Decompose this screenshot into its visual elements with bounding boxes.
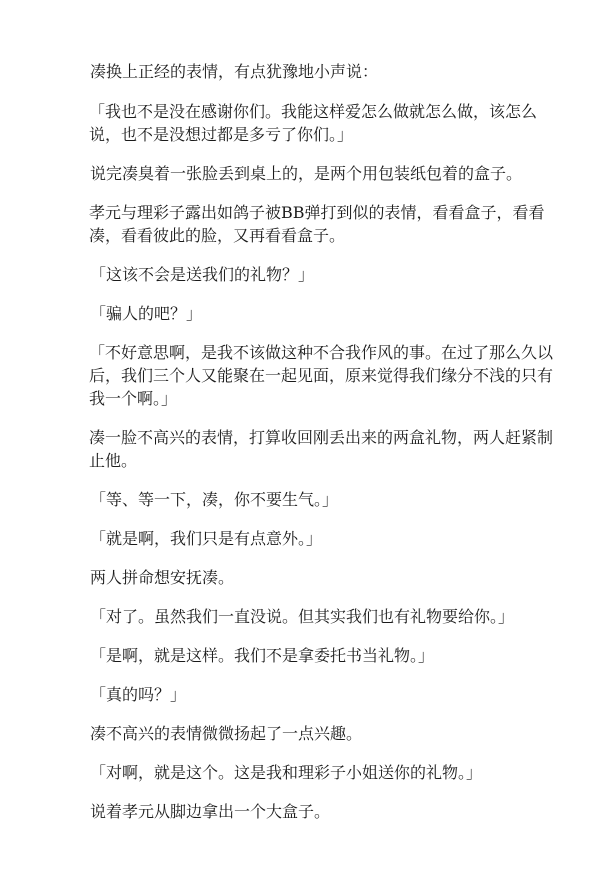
paragraph-5: 「这该不会是送我们的礼物？」 [90,265,315,284]
paragraph-13: 「是啊，就是这样。我们不是拿委托书当礼物。」 [90,646,435,665]
paragraph-4: 孝元与理彩子露出如鸽子被BB弹打到似的表情，看看盒子，看看凑，看看彼此的脸，又再看看盒子。 [89,203,545,245]
paragraph-17: 说着孝元从脚边拿出一个大盒子。 [90,802,331,821]
paragraph-9: 「等、等一下，凑，你不要生气。」 [90,490,339,509]
paragraph-8: 凑一脸不高兴的表情，打算收回刚丢出来的两盒礼物，两人赶紧制止他。 [89,428,554,470]
paragraph-12: 「对了。虽然我们一直没说。但其实我们也有礼物要给你。」 [90,607,515,626]
paragraph-14: 「真的吗？」 [90,685,187,704]
paragraph-11: 两人拼命想安抚凑。 [90,568,235,587]
paragraph-16: 「对啊，就是这个。这是我和理彩子小姐送你的礼物。」 [90,763,483,782]
paragraph-6: 「骗人的吧？」 [90,304,203,323]
paragraph-10: 「就是啊，我们只是有点意外。」 [90,529,323,548]
paragraph-7: 「不好意思啊，是我不该做这种不合我作风的事。在过了那么久以后，我们三个人又能聚在一起见面，原来觉得我们缘分不浅的只有我一个啊。」 [89,343,554,408]
paragraph-2: 「我也不是没在感谢你们。我能这样爱怎么做就怎么做，该怎么说，也不是没想过都是多亏了你们。」 [89,102,538,144]
paragraph-15: 凑不高兴的表情微微扬起了一点兴趣。 [90,724,363,743]
paragraph-1: 凑换上正经的表情，有点犹豫地小声说： [90,62,379,81]
paragraph-3: 说完凑臭着一张脸丢到桌上的，是两个用包装纸包着的盒子。 [90,164,523,183]
